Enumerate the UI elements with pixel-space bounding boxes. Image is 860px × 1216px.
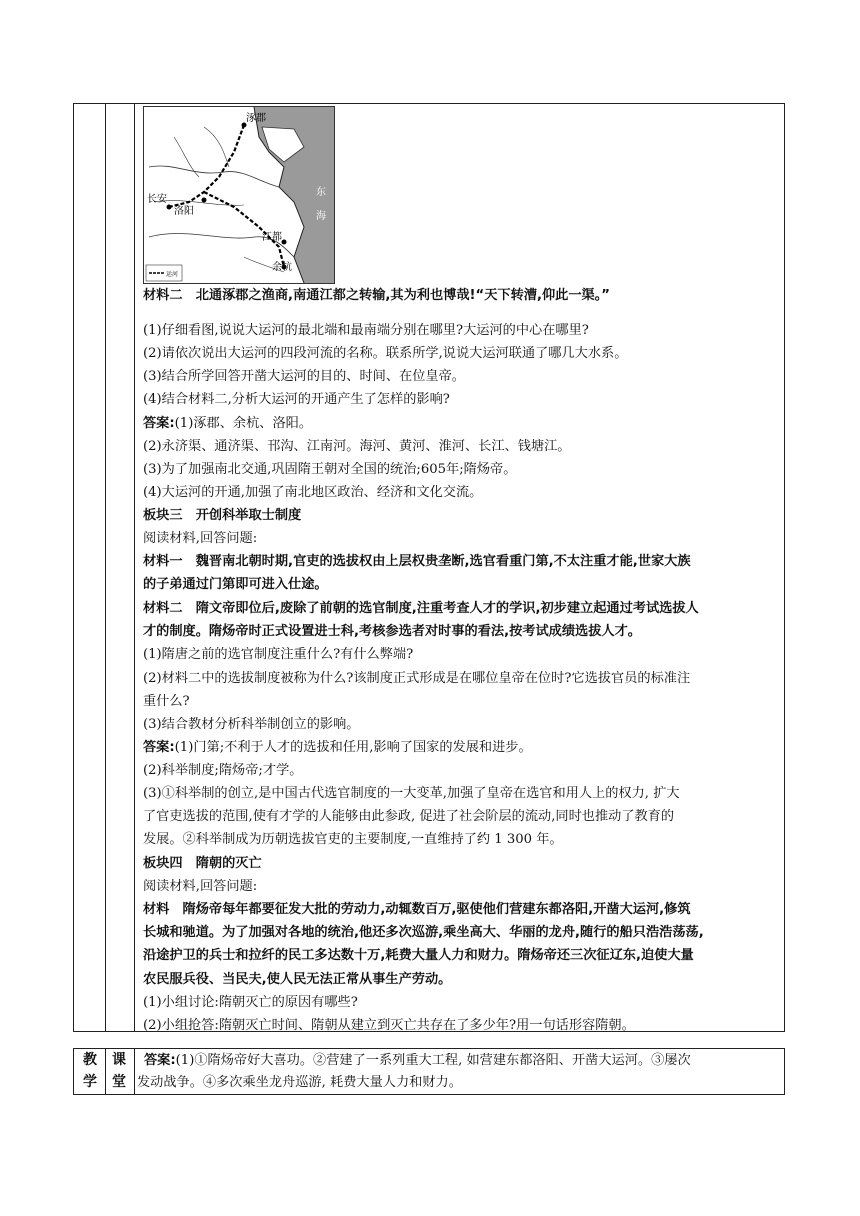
footer-answer-text-1: (1)①隋炀帝好大喜功。②营建了一系列重大工程, 如营建东都洛阳、开凿大运河。③屡次 [175,1053,691,1068]
text-line: (2)材料二中的选拔制度被称为什么?该制度正式形成是在哪位皇帝在位时?它选拔官员的标准注 [143,671,691,686]
text-line: 的子弟通过门第即可进入仕途。 [143,577,328,592]
text-line: (2)永济渠、通济渠、邗沟、江南河。海河、黄河、淮河、长江、钱塘江。 [143,439,571,454]
text-line [143,413,312,435]
answer-prefix: 答案: [143,416,175,431]
text-line: (3)为了加强南北交通,巩固隋王朝对全国的统治;605年;隋炀帝。 [143,462,517,477]
text-line [143,737,532,759]
text-line: 材料一 魏晋南北朝时期,官吏的选拔权由上层权贵垄断,选官看重门第,不太注重才能,世家大族 [143,554,691,569]
footer-divider-2 [134,1049,135,1094]
map-label-luoyang: 洛阳 [174,206,194,217]
footer-answer-line-2: 发动战争。④多次乘坐龙舟巡游, 耗费大量人力和财力。 [137,1075,462,1090]
map-label-bohai-2: 海 [284,146,294,156]
text-line: 重什么? [143,694,190,709]
footer-cell-xue: 学 [83,1074,97,1090]
map-label-jiangdu: 江都 [262,232,282,243]
map-label-donghai-2: 海 [316,211,326,222]
text-line: (3)结合所学回答开凿大运河的目的、时间、在位皇帝。 [143,369,465,384]
text-line: 材料二 隋文帝即位后,废除了前朝的选官制度,注重考查人才的学识,初步建立起通过考试选拔人 [143,601,699,616]
table-divider-2 [134,104,135,1031]
text-line: 沿途护卫的兵士和拉纤的民工多达数十万,耗费大量人力和财力。隋炀帝还三次征辽东,迫使大量 [143,948,694,963]
text-line: (4)结合材料二,分析大运河的开通产生了怎样的影响? [143,392,450,407]
answer-text: (1)门第;不利于人才的选拔和任用,影响了国家的发展和进步。 [174,740,532,755]
text-line: 农民服兵役、当民夫,使人民无法正常从事生产劳动。 [143,972,452,987]
map-label-zhuojun: 涿郡 [246,113,266,124]
footer-cell-jiao: 教 [83,1052,97,1068]
text-line: 板块四 隋朝的灭亡 [143,856,262,871]
footer-cell-tang: 堂 [112,1074,126,1090]
map-label-donghai-1: 东 [316,187,326,198]
text-line: (3)结合教材分析科举制创立的影响。 [143,717,360,732]
text-line: (2)科举制度;隋炀帝;才学。 [143,763,303,778]
footer-answer-prefix: 答案: [144,1053,176,1068]
map-label-changan: 长安 [147,194,167,205]
map-label-bohai-1: 渤 [284,132,294,142]
text-line: (1)仔细看图,说说大运河的最北端和最南端分别在哪里?大运河的中心在哪里? [143,323,589,338]
footer-cell-ke: 课 [112,1052,126,1068]
text-line: (4)大运河的开通,加强了南北地区政治、经济和文化交流。 [143,485,483,500]
text-line: 板块三 开创科举取士制度 [143,508,302,523]
text-line: 阅读材料,回答问题: [143,531,258,546]
footer-answer-line-1 [144,1049,691,1072]
answer-text: (1)涿郡、余杭、洛阳。 [174,416,313,431]
text-line: 长城和驰道。为了加强对各地的统治,他还多次巡游,乘坐高大、华丽的龙舟,随行的船只浩浩荡荡, [143,925,704,940]
text-line: 材料二 北通涿郡之渔商,南通江都之转输,其为利也博哉!“天下转漕,仰此一渠。” [143,288,610,303]
map-graphic [144,107,334,283]
text-line: (1)隋唐之前的选官制度注重什么?有什么弊端? [143,647,414,662]
text-line: 发展。②科举制成为历朝选拔官吏的主要制度,一直维持了约 1 300 年。 [143,832,563,847]
text-line: 了官吏选拔的范围,使有才学的人能够由此参政, 促进了社会阶层的流动,同时也推动了教育的 [143,809,675,824]
footer-table [73,1048,785,1095]
map-legend: 运河 [166,271,179,278]
text-line: (2)请依次说出大运河的四段河流的名称。联系所学,说说大运河联通了哪几大水系。 [143,346,628,361]
text-line: 材料 隋炀帝每年都要征发大批的劳动力,动辄数百万,驱使他们营建东都洛阳,开凿大运河,修筑 [143,902,691,917]
text-line: (1)小组讨论:隋朝灭亡的原因有哪些? [143,995,358,1010]
answer-prefix: 答案: [143,740,175,755]
grand-canal-map [143,106,335,284]
table-divider-1 [105,104,106,1031]
text-line: (3)①科举制的创立,是中国古代选官制度的一大变革,加强了皇帝在选官和用人上的权力, 扩大 [143,786,680,801]
text-line: (2)小组抢答:隋朝灭亡时间、隋朝从建立到灭亡共存在了多少年?用一句话形容隋朝。 [143,1018,635,1033]
map-label-yuhang: 余杭 [272,262,292,273]
text-line: 才的制度。隋炀帝时正式设置进士科,考核参选者对时事的看法,按考试成绩选拔人才。 [143,624,641,639]
text-line: 阅读材料,回答问题: [143,879,258,894]
